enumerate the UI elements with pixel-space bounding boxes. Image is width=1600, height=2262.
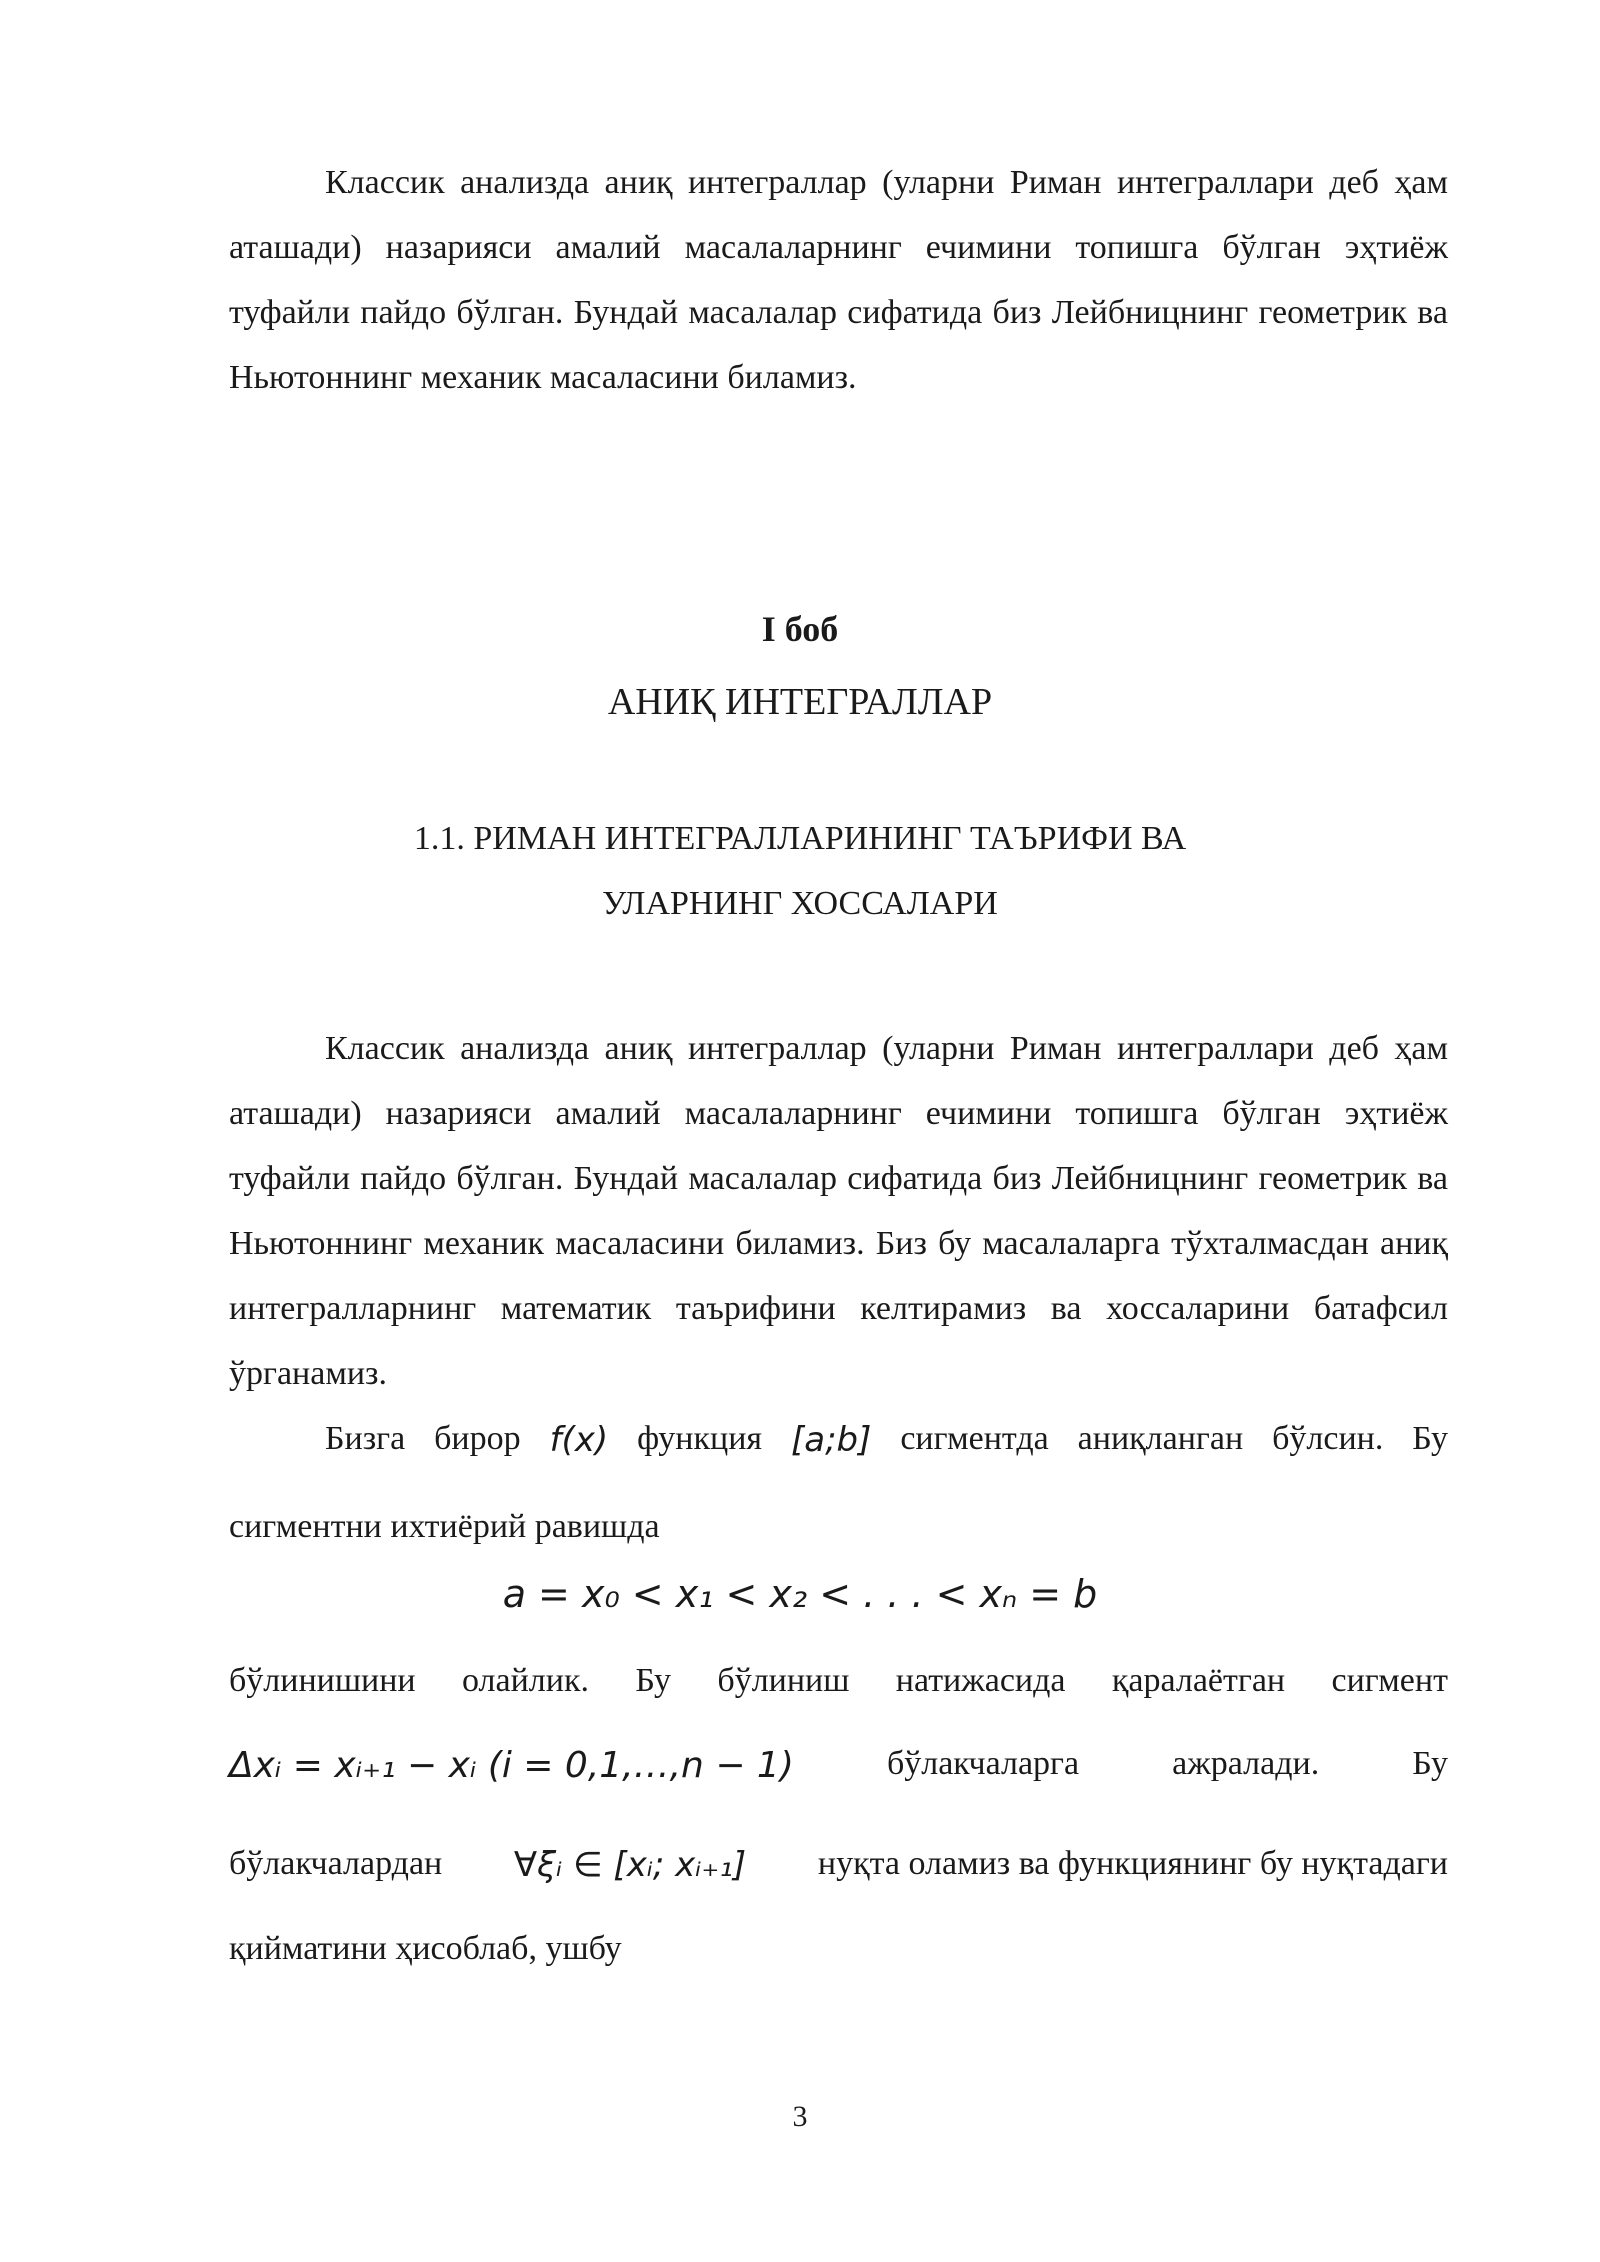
word: сигмент [1331,1662,1448,1699]
text: нуқта оламиз ва функциянинг бу нуқтадаги [817,1845,1448,1882]
word: бўлиниш [717,1662,850,1699]
word: қаралаётган [1111,1662,1286,1699]
word: бўлакчалардан [229,1845,443,1882]
chapter-title: АНИҚ ИНТЕГРАЛЛАР [607,681,993,723]
word: аниқланган [1077,1420,1244,1457]
word: Бу [1412,1420,1448,1457]
delta-formula: Δxᵢ = xᵢ₊₁ − xᵢ (i = 0,1,…,n − 1) [229,1745,794,1786]
xi-formula: ∀ξᵢ ∈ [xᵢ; xᵢ₊₁] [513,1845,747,1885]
page-number: 3 [792,2100,808,2133]
word: бўлинишини [229,1662,416,1699]
word: натижасида [895,1662,1066,1699]
word: сигментда [900,1420,1049,1457]
para2-line2: сигментни ихтиёрий равишда [229,1508,660,1545]
word: бирор [434,1420,521,1457]
word: функция [637,1420,763,1457]
partition-formula: a = x₀ < x₁ < x₂ < . . . < xₙ = b [502,1572,1098,1616]
function-fx: f(x) [549,1420,609,1460]
word: бўлсин. [1272,1420,1384,1457]
section-title-line2: УЛАРНИНГ ХОССАЛАРИ [602,885,998,922]
word: Бизга [325,1420,406,1457]
chapter-label: I боб [761,609,839,649]
intro-paragraph: Классик анализда аниқ интеграллар (уларни Риман интеграллари деб ҳам аташади) назарияси амалий масалаларнинг ечимини топишга бўлган эҳтиёж туфайли пайдо бўлган. Бундай масалалар сифатида биз Лейбницнинг геометрик ва Ньютоннинг механик масаласини биламиз. [229,164,1448,396]
word: олайлик. [461,1662,589,1699]
word: ажралади. [1172,1745,1320,1782]
para2-line3 [229,1662,1448,1700]
para2-line6: қийматини ҳисоблаб, ушбу [229,1930,622,1967]
para2-line1 [229,1420,1448,1460]
para2-line5 [229,1845,1448,1885]
body-paragraph: Классик анализда аниқ интеграллар (уларни Риман интеграллари деб ҳам аташади) назарияси амалий масалаларнинг ечимини топишга бўлган эҳтиёж туфайли пайдо бўлган. Бундай масалалар сифатида биз Лейбницнинг геометрик ва Ньютоннинг механик масаласини биламиз. Биз бу масалаларга тўхталмасдан аниқ интегралларнинг математик таърифини келтирамиз ва хоссаларини батафсил ўрганамиз. [229,1030,1448,1392]
section-title-line1: 1.1. РИМАН ИНТЕГРАЛЛАРИНИНГ ТАЪРИФИ ВА [413,820,1187,857]
word: Бу [1412,1745,1448,1782]
word: бўлакчаларга [886,1745,1080,1782]
word: Бу [635,1662,672,1699]
para2-line4 [229,1745,1448,1786]
interval-ab: [a;b] [791,1420,872,1460]
